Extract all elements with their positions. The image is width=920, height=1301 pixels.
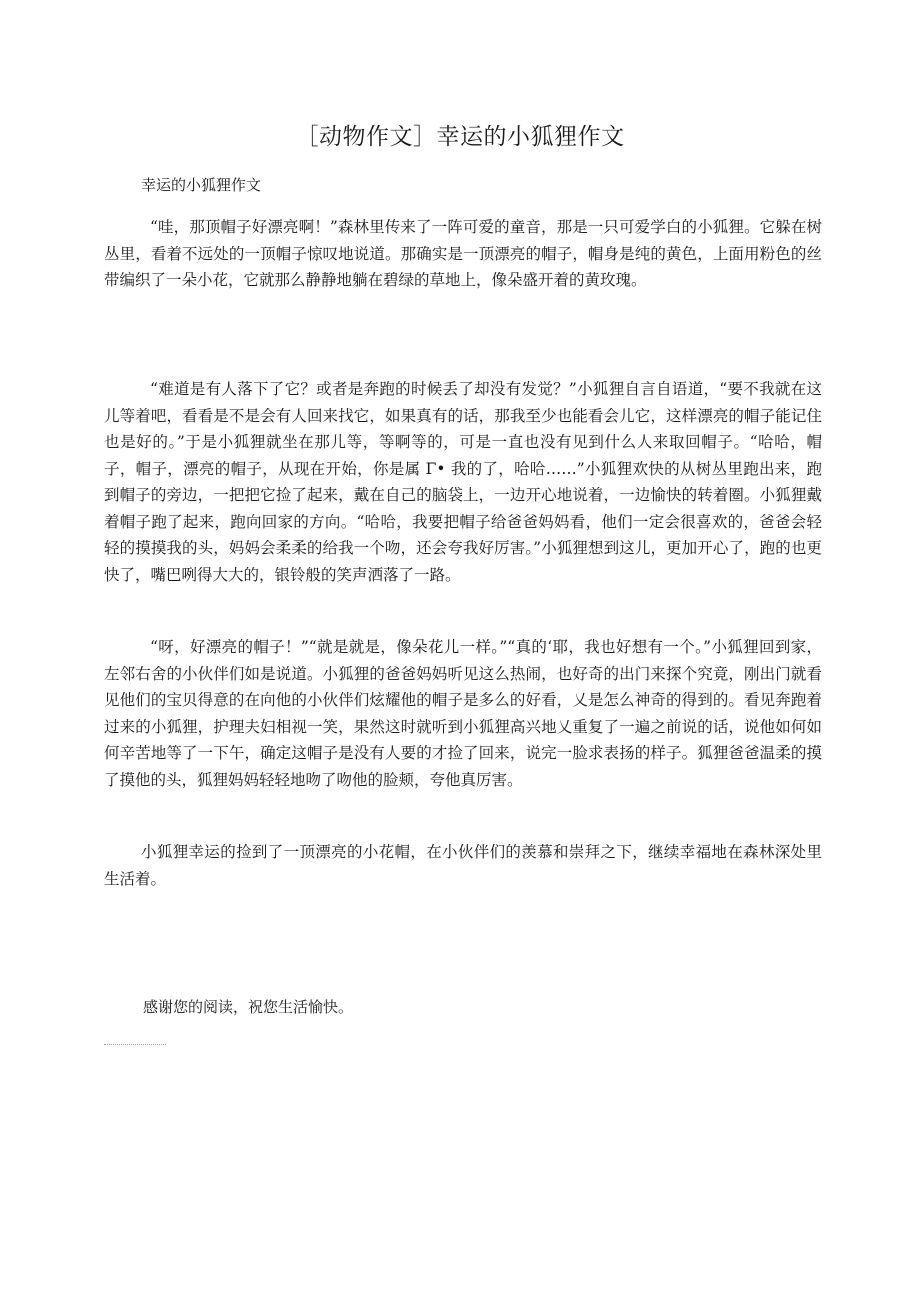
- closing-note: 感谢您的阅读，祝您生活愉快。: [143, 998, 354, 1016]
- paragraph-3: “呀，好漂亮的帽子！”“就是就是，像朵花儿一样。”“真的‘耶，我也好想有一个。”小狐狸回到家，左邻右舍的小伙伴们如是说道。小狐狸的爸爸妈妈听见这么热闹，也好奇的出门来探个究竟，刚出门就看见他们的宝贝得意的在向他的小伙伴们炫耀他的帽子是多么的好看，乂是怎么神奇的得到的。看见奔跑着过来的小狐狸，护理夫妇相视一笑，果然这时就听到小狐狸高兴地乂重复了一遍之前说的话，说他如何如何辛苦地等了一下午，确定这帽子是没有人要的才捡了回来，说完一脸求表扬的样子。狐狸爸爸温柔的摸了摸他的头，狐狸妈妈轻轻地吻了吻他的脸颊，夸他真厉害。: [104, 638, 822, 789]
- paragraph-2: “难道是有人落下了它？或者是奔跑的时候丢了却没有发觉？”小狐狸自言自语道，“要不我就在这儿等着吧，看看是不是会有人回来找它，如果真有的话，那我至少也能看会儿它，这样漂亮的帽子能记住也是好的。”于是小狐狸就坐在那儿等，等啊等的，可是一直也没有见到什么人来取回帽子。“哈哈，帽子，帽子，漂亮的帽子，从现在开始，你是属 Γ• 我的了，哈哈……”小狐狸欢快的从树丛里跑出来，跑到帽子的旁边，一把把它捡了起来，戴在自己的脑袋上，一边开心地说着，一边愉快的转着圈。小狐狸戴着帽子跑了起来，跑向回家的方向。“哈哈，我要把帽子给爸爸妈妈看，他们一定会很喜欢的，爸爸会轻轻的摸摸我的头，妈妈会柔柔的给我一个吻，还会夸我好厉害。”小狐狸想到这儿，更加开心了，跑的也更快了，嘴巴咧得大大的，银铃般的笑声洒落了一路。: [104, 380, 822, 584]
- footer-divider: [104, 1044, 166, 1045]
- paragraph-4: 小狐狸幸运的捡到了一顶漂亮的小花帽，在小伙伴们的羡慕和崇拜之下，继续幸福地在森林深处里生活着。: [104, 843, 822, 888]
- article-subtitle: 幸运的小狐狸作文: [141, 176, 262, 194]
- page-title: ［动物作文］幸运的小狐狸作文: [295, 124, 625, 150]
- paragraph-1: “哇，那顶帽子好漂亮啊！”森林里传来了一阵可爱的童音，那是一只可爱学白的小狐狸。它躲在树丛里，看着不远处的一顶帽子惊叹地说道。那确实是一顶漂亮的帽子，帽身是纯的黄色，上面用粉色的丝带编织了一朵小花，它就那么静静地躺在碧绿的草地上，像朵盛开着的黄玫瑰。: [104, 218, 822, 289]
